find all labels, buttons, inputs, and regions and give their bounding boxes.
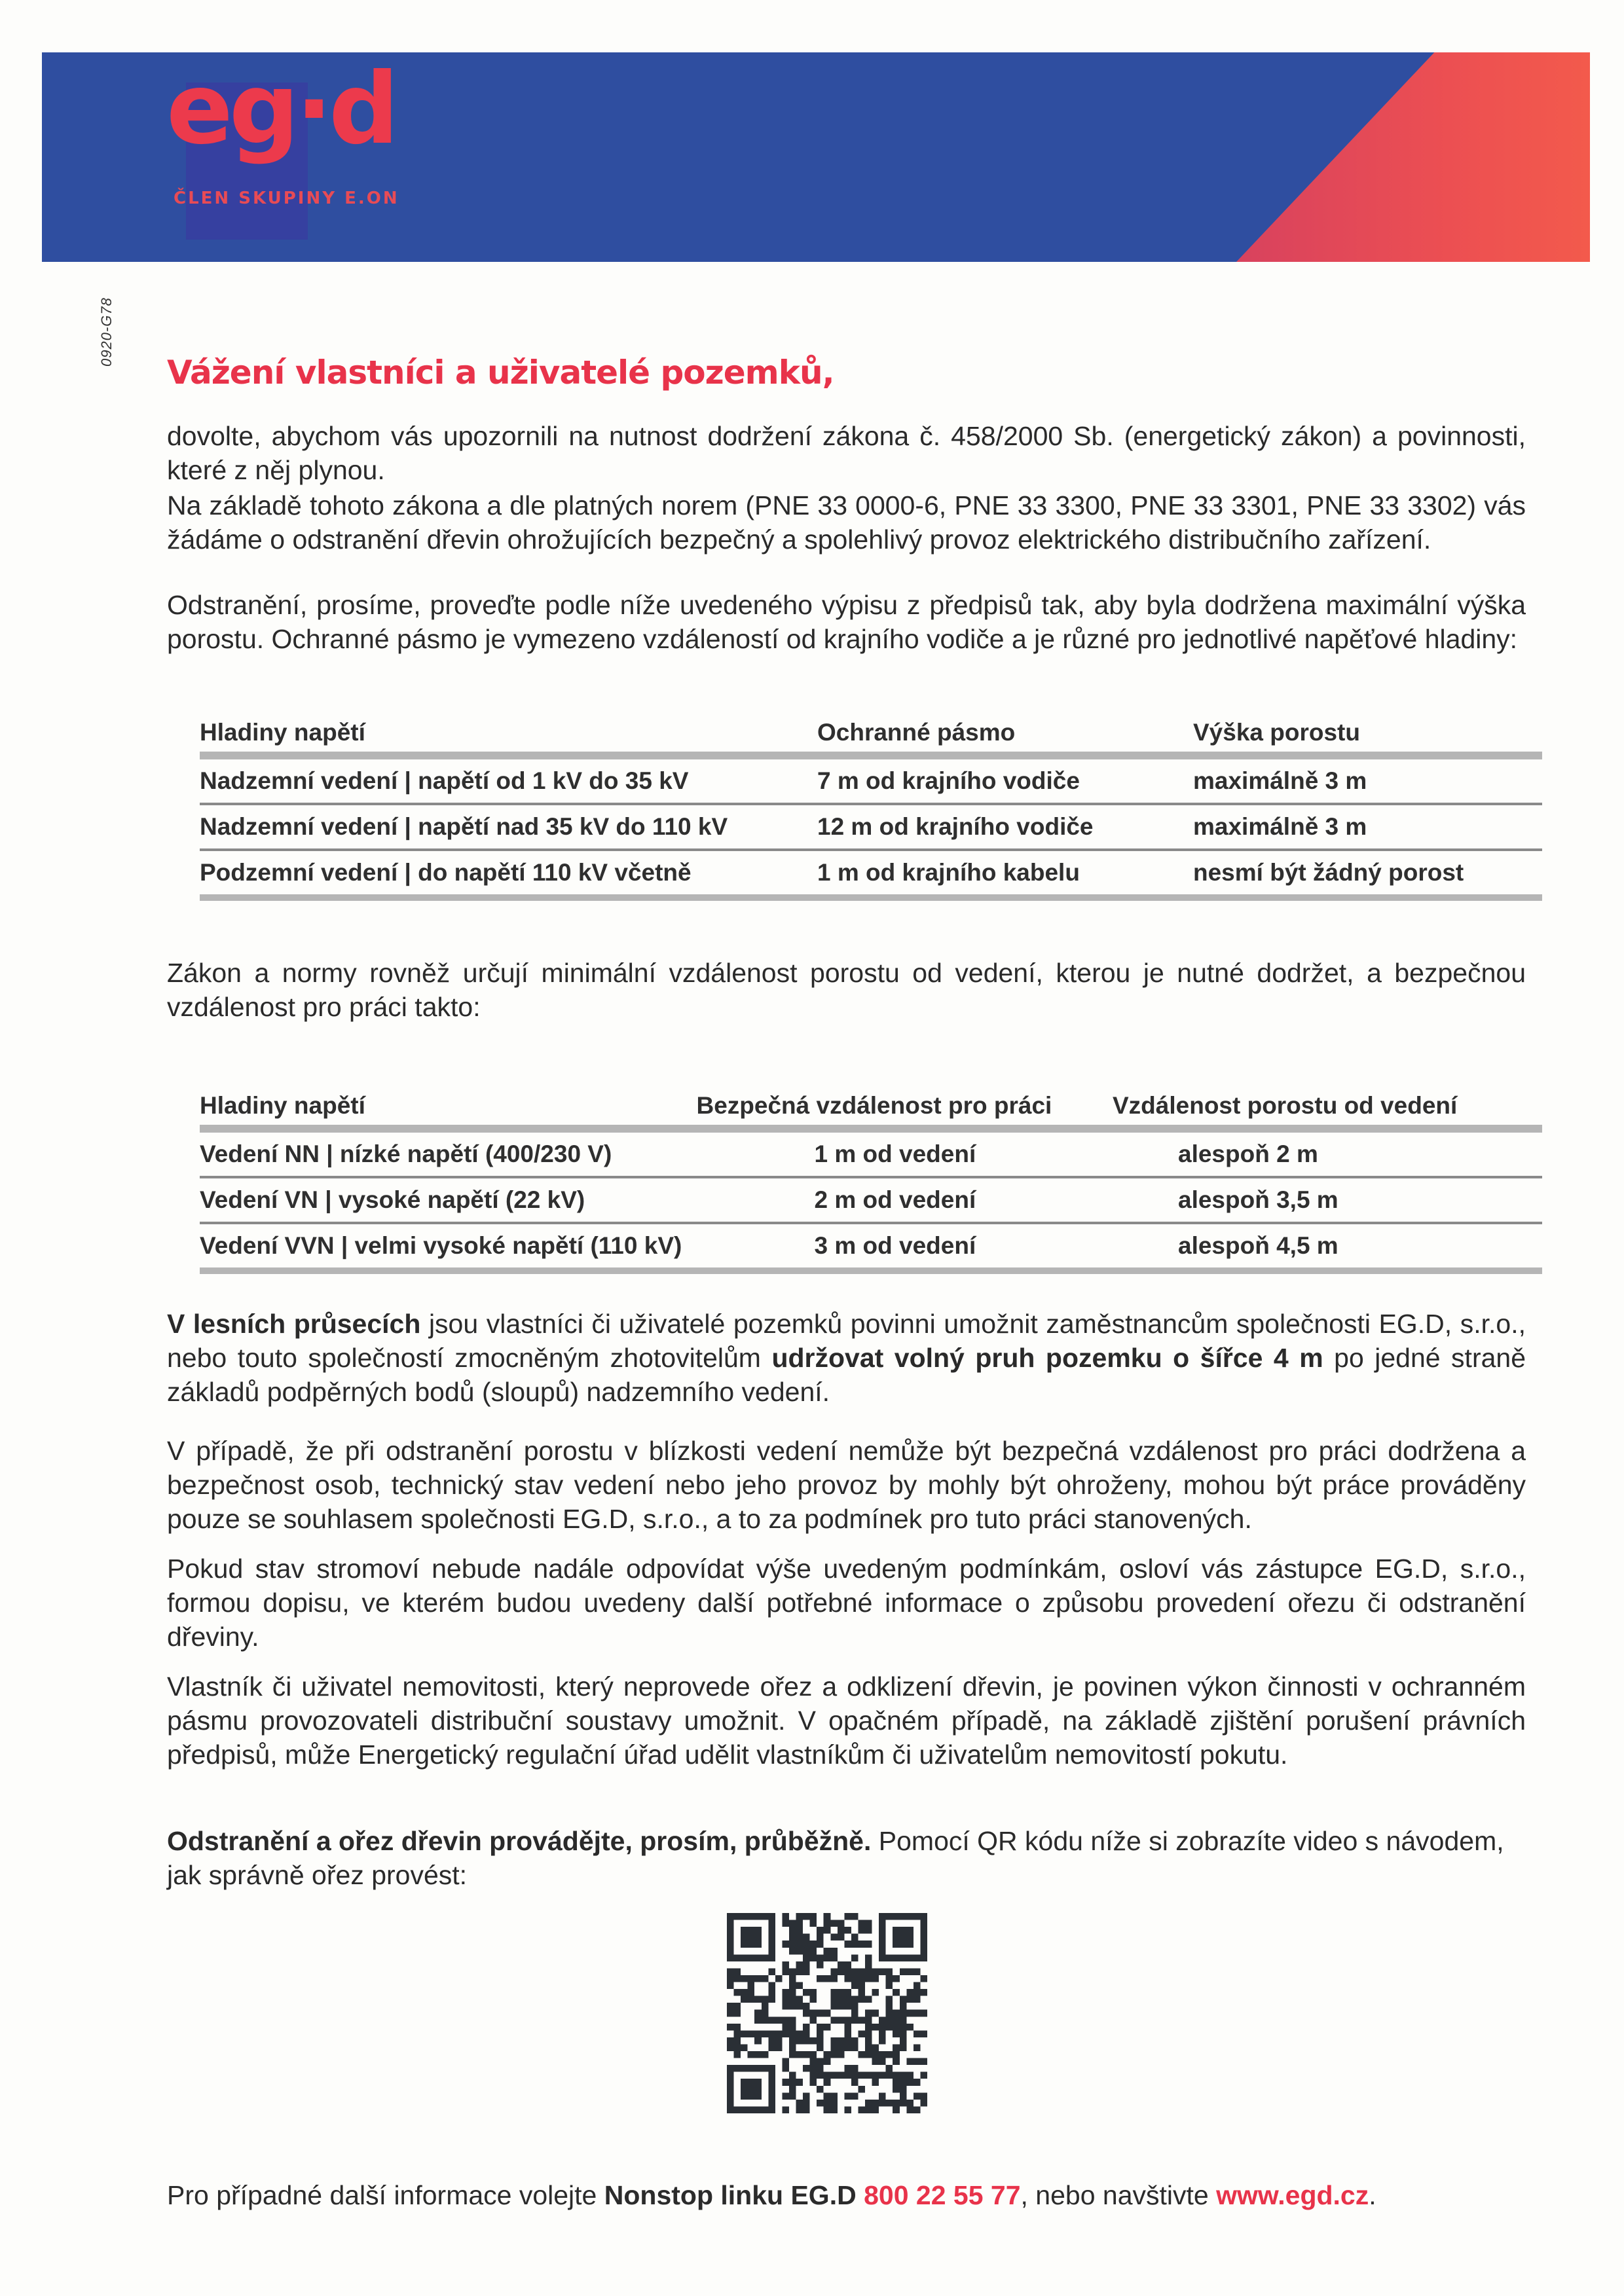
- logo-subtitle: ČLEN SKUPINY E.ON: [174, 189, 399, 208]
- intro-paragraph-1: dovolte, abychom vás upozornili na nutnost dodržení zákona č. 458/2000 Sb. (energetický zákon) a povinnosti, které z něj plynou.: [167, 421, 1526, 485]
- table-cell: Nadzemní vedení | napětí od 1 kV do 35 kV: [200, 756, 817, 804]
- table-cell: alespoň 4,5 m: [1113, 1223, 1542, 1271]
- follow-up-paragraph: Pokud stav stromoví nebude nadále odpovídat výše uvedeným podmínkám, osloví vás zástupce EG.D, s.r.o., formou dopisu, ve kterém budou uvedeny další potřebné informace o způsobu provedení ořezu či odstranění dřeviny.: [167, 1554, 1526, 1652]
- document-code: 0920-G78: [98, 297, 115, 367]
- table-cell: Vedení VVN | velmi vysoké napětí (110 kV): [200, 1223, 697, 1271]
- table-header-row: [200, 707, 1542, 756]
- table-cell: maximálně 3 m: [1193, 756, 1542, 804]
- table-cell: maximálně 3 m: [1193, 804, 1542, 850]
- table-row: [200, 1177, 1542, 1223]
- penalty-paragraph: Vlastník či uživatel nemovitosti, který neprovede ořez a odklizení dřevin, je povinen výkon činnosti v ochranném pásmu provozovateli distribuční soustavy umožnit. V opačném případě, na základě zjištění porušení právních předpisů, může Energetický regulační úřad udělit vlastníkům či uživatelům nemovitostí pokutu.: [167, 1671, 1526, 1770]
- distance-intro-paragraph: Zákon a normy rovněž určují minimální vzdálenost porostu od vedení, kterou je nutné dodržet, a bezpečnou vzdálenost pro práci takto:: [167, 958, 1526, 1022]
- footer-text: .: [1369, 2180, 1376, 2210]
- table-cell: Nadzemní vedení | napětí nad 35 kV do 110 kV: [200, 804, 817, 850]
- bold-text: Odstranění a ořez dřevin provádějte, prosím, průběžně.: [167, 1826, 872, 1856]
- table-cell: Vedení VN | vysoké napětí (22 kV): [200, 1177, 697, 1223]
- banner-red-stripe: [1236, 52, 1590, 262]
- column-header: Hladiny napětí: [200, 707, 817, 756]
- table-cell: 12 m od krajního vodiče: [817, 804, 1193, 850]
- table-row: [200, 1129, 1542, 1177]
- table-cell: 1 m od krajního kabelu: [817, 850, 1193, 898]
- intro-paragraph-2: Na základě tohoto zákona a dle platných norem (PNE 33 0000-6, PNE 33 3300, PNE 33 3301, PNE 33 3302) vás žádáme o odstranění dřevin ohrožujících bezpečný a spolehlivý provoz elektrického distribučního zařízení.: [167, 490, 1526, 555]
- table-cell: 3 m od vedení: [697, 1223, 1113, 1271]
- table-cell: alespoň 2 m: [1113, 1129, 1542, 1177]
- bold-text: udržovat volný pruh pozemku o šířce 4 m: [771, 1343, 1323, 1373]
- table-row: [200, 804, 1542, 850]
- footer-text: Pro případné další informace volejte: [167, 2180, 604, 2210]
- table-row: [200, 756, 1542, 804]
- website-link[interactable]: www.egd.cz: [1216, 2180, 1369, 2210]
- table-cell: 7 m od krajního vodiče: [817, 756, 1193, 804]
- table-row: [200, 850, 1542, 898]
- table-cell: 1 m od vedení: [697, 1129, 1113, 1177]
- bold-text: V lesních průsecích: [167, 1309, 421, 1339]
- hotline-label: Nonstop linku EG.D: [604, 2180, 857, 2210]
- letter-salutation: Vážení vlastníci a uživatelé pozemků,: [167, 354, 834, 392]
- qr-code-icon[interactable]: [727, 1913, 927, 2113]
- intro-paragraph-3: Odstranění, prosíme, proveďte podle níže uvedeného výpisu z předpisů tak, aby byla dodržena maximální výška porostu. Ochranné pásmo je vymezeno vzdáleností od krajního vodiče a je různé pro jednotlivé napěťové hladiny:: [167, 590, 1526, 654]
- pruning-paragraph: [167, 1824, 1526, 1892]
- footer-contact: [167, 2180, 1526, 2211]
- body-text: po jedné straně základů podpěrných bodů (sloupů) nadzemního vedení.: [167, 1343, 1526, 1407]
- forest-clearing-paragraph: [167, 1307, 1526, 1409]
- column-header: Hladiny napětí: [200, 1080, 697, 1129]
- table-cell: 2 m od vedení: [697, 1177, 1113, 1223]
- column-header: Bezpečná vzdálenost pro práci: [697, 1080, 1113, 1129]
- table-header-row: [200, 1080, 1542, 1129]
- table-cell: Vedení NN | nízké napětí (400/230 V): [200, 1129, 697, 1177]
- body-text: jsou vlastníci či uživatelé pozemků povinni umožnit zaměstnancům společnosti EG.D, s.r.o., nebo touto společností zmocněným zhotovitelům: [167, 1309, 1526, 1373]
- egd-logo: eg·d: [166, 52, 396, 166]
- column-header: Ochranné pásmo: [817, 707, 1193, 756]
- protection-zone-table: [200, 707, 1542, 901]
- safety-paragraph: V případě, že při odstranění porostu v blízkosti vedení nemůže být bezpečná vzdálenost pro práci dodržena a bezpečnost osob, technický stav vedení nebo jeho provoz by mohly být ohroženy, mohou být práce prováděny pouze se souhlasem společnosti EG.D, s.r.o., a to za podmínek pro tuto práci stanovených.: [167, 1436, 1526, 1534]
- column-header: Vzdálenost porostu od vedení: [1113, 1080, 1542, 1129]
- table-row: [200, 1223, 1542, 1271]
- table-cell: nesmí být žádný porost: [1193, 850, 1542, 898]
- phone-number[interactable]: 800 22 55 77: [864, 2180, 1021, 2210]
- safe-distance-table: [200, 1080, 1542, 1274]
- table-cell: alespoň 3,5 m: [1113, 1177, 1542, 1223]
- footer-text: , nebo navštivte: [1020, 2180, 1217, 2210]
- column-header: Výška porostu: [1193, 707, 1542, 756]
- body-text: Pomocí QR kódu níže si zobrazíte video s návodem, jak správně ořez provést:: [167, 1826, 1504, 1890]
- table-cell: Podzemní vedení | do napětí 110 kV včetně: [200, 850, 817, 898]
